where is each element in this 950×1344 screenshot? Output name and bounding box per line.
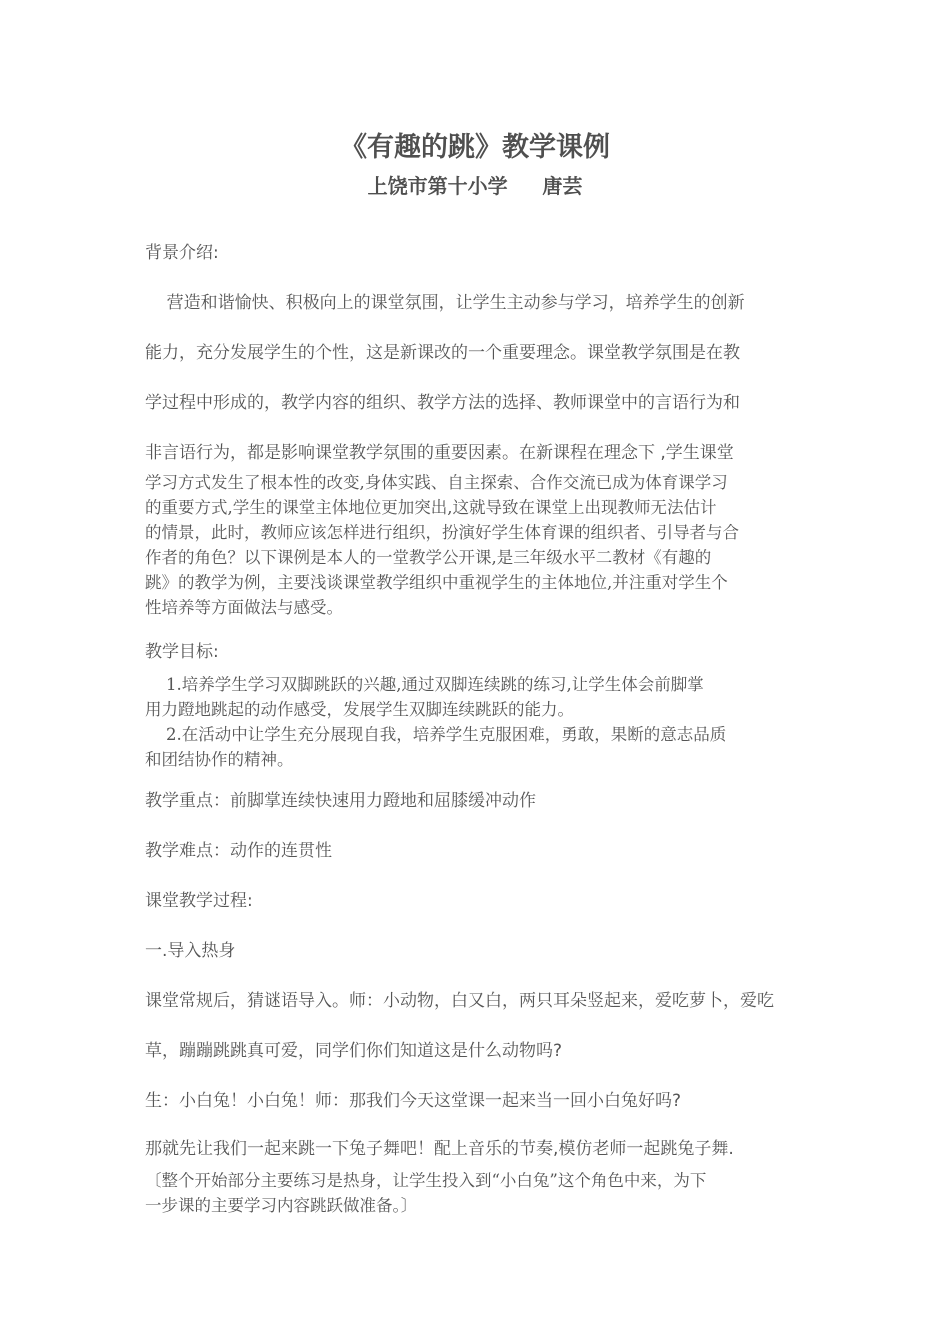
document-title: 《有趣的跳》教学课例 <box>340 132 610 163</box>
background-serif-line: 作者的角色？以下课例是本人的一堂教学公开课,是三年级水平二教材《有趣的 <box>145 548 712 567</box>
goal-line: 和团结协作的精神。 <box>145 750 294 769</box>
difficulty: 教学难点：动作的连贯性 <box>145 841 332 861</box>
key-point: 教学重点：前脚掌连续快速用力蹬地和屈膝缓冲动作 <box>145 791 536 811</box>
background-serif-line: 性培养等方面做法与感受。 <box>145 598 343 617</box>
process-heading: 课堂教学过程: <box>145 891 253 911</box>
process-line-4: 那就先让我们一起来跳一下兔子舞吧！配上音乐的节奏,模仿老师一起跳兔子舞. <box>145 1139 734 1159</box>
background-serif-block <box>145 470 810 620</box>
process-note-block <box>145 1168 810 1218</box>
background-serif-line: 跳》的教学为例，主要浅谈课堂教学组织中重视学生的主体地位,并注重对学生个 <box>145 573 728 592</box>
goals-block <box>145 672 810 772</box>
background-line-1: 营造和谐愉快、积极向上的课堂氛围，让学生主动参与学习，培养学生的创新 <box>145 293 745 313</box>
process-line-2: 草，蹦蹦跳跳真可爱，同学们你们知道这是什么动物吗? <box>145 1041 563 1061</box>
process-note-line: 〔整个开始部分主要练习是热身，让学生投入到“小白兔”这个角色中来，为下 <box>145 1171 707 1190</box>
process-line-3: 生：小白兔！小白兔！师：那我们今天这堂课一起来当一回小白兔好吗? <box>145 1091 682 1111</box>
goals-heading: 教学目标: <box>145 642 219 662</box>
author-line: 上饶市第十小学 唐芸 <box>367 174 583 198</box>
goal-line: 用力蹬地跳起的动作感受，发展学生双脚连续跳跃的能力。 <box>145 700 574 719</box>
goal-line: 2.在活动中让学生充分展现自我，培养学生克服困难，勇敢，果断的意志品质 <box>145 725 727 744</box>
background-line-3: 学过程中形成的，教学内容的组织、教学方法的选择、教师课堂中的言语行为和 <box>145 393 740 413</box>
section-1-heading: 一.导入热身 <box>145 941 236 961</box>
process-line-1: 课堂常规后，猜谜语导入。师：小动物，白又白，两只耳朵竖起来，爱吃萝卜，爱吃 <box>145 991 774 1011</box>
background-serif-line: 的情景，此时，教师应该怎样进行组织，扮演好学生体育课的组织者、引导者与合 <box>145 523 739 542</box>
goal-line: 1.培养学生学习双脚跳跃的兴趣,通过双脚连续跳的练习,让学生体会前脚掌 <box>145 675 704 694</box>
background-serif-line: 学习方式发生了根本性的改变,身体实践、自主探索、合作交流已成为体育课学习 <box>145 473 728 492</box>
background-line-4: 非言语行为，都是影响课堂教学氛围的重要因素。在新课程在理念下 ,学生课堂 <box>145 443 734 463</box>
background-heading: 背景介绍: <box>145 243 219 263</box>
process-note-line: 一步课的主要学习内容跳跃做准备。〕 <box>145 1196 418 1215</box>
background-serif-line: 的重要方式,学生的课堂主体地位更加突出,这就导致在课堂上出现教师无法估计 <box>145 498 717 517</box>
background-line-2: 能力，充分发展学生的个性，这是新课改的一个重要理念。课堂教学氛围是在教 <box>145 343 740 363</box>
